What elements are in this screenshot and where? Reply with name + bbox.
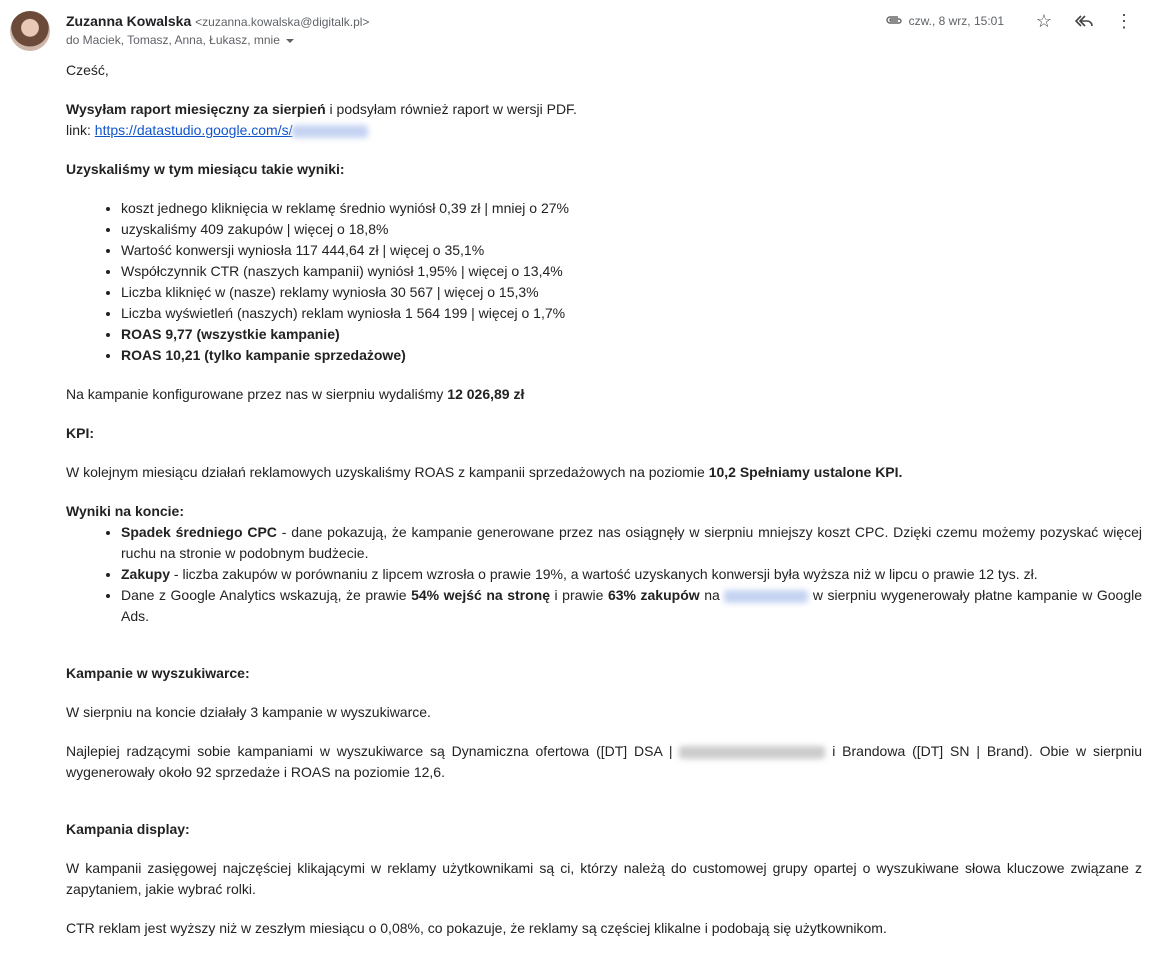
kpi-text: W kolejnym miesiącu działań reklamowych uzyskaliśmy ROAS z kampanii sprzedażowych na poziomie 10,2 Spełniamy ustalone KPI.: [66, 464, 903, 480]
list-item: • Dane z Google Analytics wskazują, że prawie 54% wejść na stronę i prawie 63% zakupów na w sierpniu wygenerowały płatne kampanie w Google Ads.: [121, 585, 1142, 627]
list-item: • uzyskaliśmy 409 zakupów | więcej o 18,8%: [121, 219, 1142, 240]
reply-all-icon[interactable]: [1064, 10, 1104, 32]
sender-name[interactable]: Zuzanna Kowalska: [66, 13, 192, 29]
link-label: link:: [66, 122, 95, 138]
list-item: • koszt jednego kliknięcia w reklamę średnio wyniósł 0,39 zł | mniej o 27%: [121, 198, 1142, 219]
kpi-heading: KPI:: [66, 425, 94, 441]
list-item: • ROAS 10,21 (tylko kampanie sprzedażowe): [121, 345, 1142, 366]
redacted-text: [679, 746, 825, 759]
account-heading: Wyniki na koncie:: [66, 503, 184, 519]
display-heading: Kampania display:: [66, 821, 190, 837]
search-heading: Kampanie w wyszukiwarce:: [66, 665, 250, 681]
intro: [66, 99, 1142, 141]
redacted-text: [292, 125, 368, 138]
report-link[interactable]: https://datastudio.google.com/s/: [95, 122, 369, 138]
list-item: • Zakupy - liczba zakupów w porównaniu z lipcem wzrosła o prawie 19%, a wartość uzyskanych konwersji była wyższa niż w lipcu o prawie 12 tys. zł.: [121, 564, 1142, 585]
paperclip-icon: [885, 13, 903, 29]
list-item: • Współczynnik CTR (naszych kampanii) wyniósł 1,95% | więcej o 13,4%: [121, 261, 1142, 282]
message-header: [0, 0, 1154, 56]
message-body: [66, 60, 1142, 957]
more-vert-icon[interactable]: ⋮: [1115, 10, 1133, 31]
account-list: [66, 522, 1142, 627]
list-item: • Liczba kliknięć w (nasze) reklamy wyniosła 30 567 | więcej o 15,3%: [121, 282, 1142, 303]
list-item: • Wartość konwersji wyniosła 117 444,64 zł | więcej o 35,1%: [121, 240, 1142, 261]
sender-email: <zuzanna.kowalska@digitalk.pl>: [195, 15, 370, 29]
display-p1: W kampanii zasięgowej najczęściej klikającymi w reklamy użytkownikami są ci, którzy należą do customowej grupy opartej o wyszukiwane słowa kluczowe związane z zapytaniem, jakie wybrać rolki.: [66, 860, 1142, 897]
list-item: • ROAS 9,77 (wszystkie kampanie): [121, 324, 1142, 345]
star-icon[interactable]: ☆: [1035, 10, 1053, 31]
search-p2: Najlepiej radzącymi sobie kampaniami w wyszukiwarce są Dynamiczna ofertowa ([DT] DSA | i Brandowa ([DT] SN | Brand). Obie w sierpniu wygenerowały około 92 sprzedaże i ROAS na poziomie 12,6.: [66, 743, 1142, 780]
intro-rest: i podsyłam również raport w wersji PDF.: [329, 101, 577, 117]
redacted-text: [724, 590, 808, 603]
list-item: • Spadek średniego CPC - dane pokazują, że kampanie generowane przez nas osiągnęły w sierpniu mniejszy koszt CPC. Dzięki czemu możemy pozyskać więcej ruchu na stronie w podobnym budżecie.: [121, 522, 1142, 564]
intro-bold: Wysyłam raport miesięczny za sierpień: [66, 101, 330, 117]
chevron-down-icon[interactable]: [286, 39, 294, 43]
date: czw., 8 wrz, 15:01: [908, 14, 1004, 28]
recipients[interactable]: [66, 33, 294, 47]
list-item: • Liczba wyświetleń (naszych) reklam wyniosła 1 564 199 | więcej o 1,7%: [121, 303, 1142, 324]
results-heading: Uzyskaliśmy w tym miesiącu takie wyniki:: [66, 161, 345, 177]
search-p1: W sierpniu na koncie działały 3 kampanie w wyszukiwarce.: [66, 704, 431, 720]
greeting: Cześć,: [66, 62, 109, 78]
sender: [66, 13, 369, 29]
avatar[interactable]: [10, 11, 50, 51]
recipients-label: do Maciek, Tomasz, Anna, Łukasz, mnie: [66, 33, 280, 47]
results-list: [66, 198, 1142, 366]
display-p2: CTR reklam jest wyższy niż w zeszłym miesiącu o 0,08%, co pokazuje, że reklamy są częściej klikalne i podobają się użytkownikom.: [66, 920, 887, 936]
spend: Na kampanie konfigurowane przez nas w sierpniu wydaliśmy 12 026,89 zł: [66, 386, 525, 402]
